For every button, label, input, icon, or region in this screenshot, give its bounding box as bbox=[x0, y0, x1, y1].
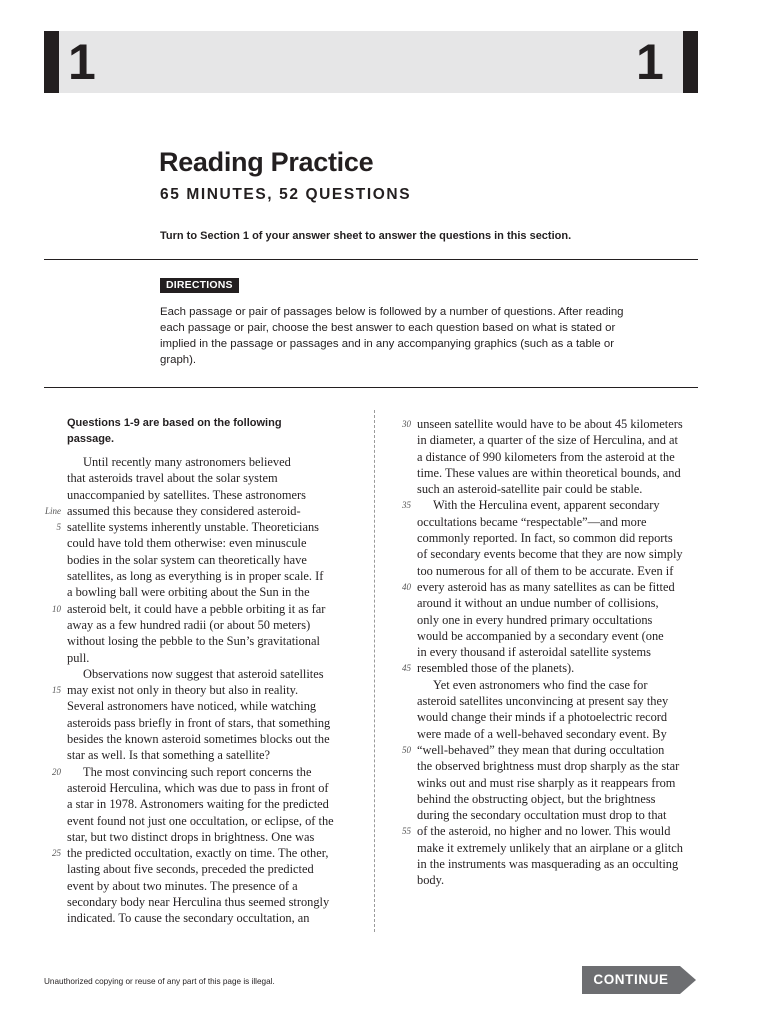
passage-line bbox=[52, 845, 357, 861]
passage-line-text: asteroids pass briefly in front of stars, that something bbox=[67, 715, 331, 730]
passage-line bbox=[417, 546, 707, 562]
passage-line-text: body. bbox=[417, 873, 445, 888]
passage-line bbox=[417, 840, 707, 856]
passage-line bbox=[417, 465, 707, 481]
passage-line bbox=[67, 617, 357, 633]
passage-line bbox=[67, 568, 357, 584]
passage-line-text: a star in 1978. Astronomers waiting for the predicted bbox=[67, 797, 329, 812]
passage-line-text: the observed brightness must drop sharply as the star bbox=[417, 759, 680, 774]
passage-line-text: behind the obstructing object, but the brightness bbox=[417, 791, 656, 806]
passage-line bbox=[67, 861, 357, 877]
passage-line-text: that asteroids travel about the solar system bbox=[67, 471, 278, 486]
section-number-right: 1 bbox=[636, 34, 664, 90]
directions-line: graph). bbox=[160, 354, 197, 366]
passage-line-text: the predicted occultation, exactly on time. The other, bbox=[67, 846, 329, 861]
passage-line bbox=[52, 682, 357, 698]
passage-line-text: event found not just one occultation, or eclipse, of the bbox=[67, 813, 334, 828]
passage-line bbox=[67, 796, 357, 812]
passage-line-text: asteroid belt, it could have a pebble orbiting it as far bbox=[67, 601, 326, 616]
passage-column-left bbox=[44, 454, 357, 927]
passage-line-text: would be accompanied by a secondary event (one bbox=[417, 628, 664, 643]
passage-line bbox=[67, 666, 357, 682]
passage-line-text: in diameter, a quarter of the size of Herculina, and at bbox=[417, 433, 678, 448]
passage-line-text: were made of a well-behaved secondary event. By bbox=[417, 726, 667, 741]
passage-line bbox=[417, 612, 707, 628]
passage-line-text: occultations became “respectable”—and more bbox=[417, 514, 647, 529]
directions-line: Each passage or pair of passages below is followed by a number of questions. After reading bbox=[160, 306, 624, 318]
passage-line bbox=[417, 872, 707, 888]
passage-heading-line: Questions 1-9 are based on the following bbox=[67, 417, 282, 429]
passage-line bbox=[67, 780, 357, 796]
passage-line-text: every asteroid has as many satellites as can be fitted bbox=[417, 579, 675, 594]
copyright-notice: Unauthorized copying or reuse of any part of this page is illegal. bbox=[44, 977, 275, 986]
directions-line: each passage or pair, choose the best answer to each question based on what is stated or bbox=[160, 322, 616, 334]
passage-line bbox=[67, 552, 357, 568]
directions-line: implied in the passage or passages and in any accompanying graphics (such as a table or bbox=[160, 338, 614, 350]
passage-line-text: satellite systems inherently unstable. Theoreticians bbox=[67, 520, 319, 535]
section-instruction: Turn to Section 1 of your answer sheet to answer the questions in this section. bbox=[160, 230, 572, 242]
passage-line bbox=[417, 563, 707, 579]
line-number: 40 bbox=[402, 581, 411, 592]
passage-line bbox=[417, 726, 707, 742]
passage-line bbox=[67, 633, 357, 649]
passage-line bbox=[417, 693, 707, 709]
section-header-band bbox=[44, 31, 698, 93]
passage-line bbox=[67, 813, 357, 829]
line-number: 45 bbox=[402, 663, 411, 674]
passage-heading-line: passage. bbox=[67, 433, 115, 446]
line-number: 25 bbox=[52, 848, 61, 859]
passage-line bbox=[417, 758, 707, 774]
passage-line bbox=[67, 878, 357, 894]
continue-label: CONTINUE bbox=[593, 972, 669, 987]
passage-line bbox=[44, 503, 357, 519]
passage-line bbox=[67, 829, 357, 845]
passage-line bbox=[402, 742, 707, 758]
directions-text bbox=[160, 304, 650, 368]
passage-line-text: lasting about five seconds, preceded the predicted bbox=[67, 862, 314, 877]
passage-line bbox=[67, 698, 357, 714]
passage-line-text: Several astronomers have noticed, while watching bbox=[67, 699, 317, 714]
passage-line bbox=[402, 497, 707, 513]
passage-line-text: assumed this because they considered asteroid- bbox=[67, 503, 301, 518]
passage-line bbox=[67, 910, 357, 926]
passage-line bbox=[67, 894, 357, 910]
passage-line bbox=[52, 601, 357, 617]
passage-line bbox=[417, 791, 707, 807]
passage-line-text: Until recently many astronomers believed bbox=[83, 455, 291, 469]
passage-line bbox=[67, 470, 357, 486]
section-header-bar-right bbox=[683, 31, 698, 93]
passage-line-text: asteroid Herculina, which was due to pass in front of bbox=[67, 780, 329, 795]
page-subtitle: 65 MINUTES, 52 QUESTIONS bbox=[160, 186, 412, 203]
passage-line-text: pull. bbox=[67, 650, 90, 665]
passage-line-text: in every thousand if asteroidal satellite systems bbox=[417, 645, 651, 660]
passage-line-text: bodies in the solar system can theoretically have bbox=[67, 552, 307, 567]
line-number: 35 bbox=[402, 500, 411, 511]
passage-line-text: resembled those of the planets). bbox=[417, 661, 575, 676]
passage-line-text: only one in every hundred primary occultations bbox=[417, 612, 653, 627]
passage-line-text: would change their minds if a photoelectric record bbox=[417, 710, 668, 725]
passage-line-text: in the instruments was masquerading as an occulting bbox=[417, 857, 679, 872]
divider-top bbox=[44, 259, 698, 260]
passage-line bbox=[417, 514, 707, 530]
passage-line-text: “well-behaved” they mean that during occultation bbox=[417, 742, 665, 757]
passage-line bbox=[67, 747, 357, 763]
passage-line-text: The most convincing such report concerns the bbox=[83, 764, 312, 779]
section-header-bar-left bbox=[44, 31, 59, 93]
passage-line-text: of the asteroid, no higher and no lower. This would bbox=[417, 824, 671, 839]
passage-line-text: winks out and must rise sharply as it reappears from bbox=[417, 775, 676, 790]
passage-line bbox=[67, 487, 357, 503]
passage-line-text: away as a few hundred radii (or about 50 meters) bbox=[67, 617, 311, 632]
passage-line bbox=[402, 579, 707, 595]
passage-line-text: star as well. Is that something a satellite? bbox=[67, 748, 271, 763]
line-number: 20 bbox=[52, 766, 61, 777]
passage-line bbox=[417, 644, 707, 660]
passage-line-text: asteroid satellites unconvincing at present say they bbox=[417, 694, 669, 709]
line-number: 5 bbox=[56, 522, 61, 533]
passage-line-text: without losing the pebble to the Sun’s gravitational bbox=[67, 634, 320, 649]
passage-line bbox=[402, 416, 707, 432]
line-number: 30 bbox=[402, 419, 411, 429]
passage-line bbox=[417, 432, 707, 448]
passage-line-text: With the Herculina event, apparent secondary bbox=[433, 498, 660, 513]
passage-line bbox=[417, 775, 707, 791]
column-divider bbox=[374, 410, 375, 932]
passage-line-text: during the secondary occultation must drop to that bbox=[417, 808, 667, 823]
passage-line-text: such an asteroid-satellite pair could be stable. bbox=[417, 482, 643, 497]
line-number: 10 bbox=[52, 603, 61, 614]
passage-line bbox=[417, 530, 707, 546]
passage-line bbox=[52, 764, 357, 780]
passage-line-text: may exist not only in theory but also in reality. bbox=[67, 683, 299, 698]
directions-label: DIRECTIONS bbox=[160, 278, 239, 293]
passage-line-text: could have told them otherwise: even minuscule bbox=[67, 536, 307, 551]
passage-line bbox=[67, 584, 357, 600]
passage-line bbox=[417, 677, 707, 693]
line-number: Line bbox=[44, 505, 61, 516]
passage-line bbox=[56, 519, 357, 535]
passage-line-text: make it extremely unlikely that an airplane or a glitch bbox=[417, 840, 683, 855]
line-number: 55 bbox=[402, 826, 411, 837]
passage-line-text: a bowling ball were orbiting about the Sun in the bbox=[67, 585, 310, 600]
passage-line bbox=[67, 535, 357, 551]
passage-line bbox=[417, 628, 707, 644]
passage-line-text: event by about two minutes. The presence of a bbox=[67, 878, 298, 893]
passage-line-text: satellites, as long as everything is in proper scale. If bbox=[67, 569, 324, 584]
passage-line bbox=[67, 715, 357, 731]
passage-line-text: indicated. To cause the secondary occultation, an bbox=[67, 911, 310, 926]
line-number: 15 bbox=[52, 685, 61, 696]
section-number-left: 1 bbox=[68, 34, 96, 90]
passage-line-text: of secondary events become that they are now simply bbox=[417, 547, 683, 562]
passage-line-text: around it without an undue number of collisions, bbox=[417, 596, 659, 611]
page-title: Reading Practice bbox=[159, 147, 374, 177]
continue-button[interactable] bbox=[582, 966, 696, 994]
passage-line bbox=[417, 807, 707, 823]
passage-line-text: Yet even astronomers who find the case for bbox=[433, 677, 648, 692]
passage-line-text: Observations now suggest that asteroid satellites bbox=[83, 666, 324, 681]
divider-bottom bbox=[44, 387, 698, 388]
passage-line bbox=[417, 856, 707, 872]
passage-line-text: time. These values are within theoretical bounds, and bbox=[417, 465, 681, 480]
passage-line-text: secondary body near Herculina thus seemed strongly bbox=[67, 895, 330, 910]
passage-line-text: too numerous for all of them to be accurate. Even if bbox=[417, 563, 674, 578]
passage-line-text: unseen satellite would have to be about 45 kilometers bbox=[417, 417, 683, 431]
passage-line bbox=[402, 823, 707, 839]
passage-line bbox=[67, 650, 357, 666]
passage-line bbox=[417, 709, 707, 725]
passage-line-text: commonly reported. In fact, so common did reports bbox=[417, 531, 673, 546]
passage-line bbox=[67, 731, 357, 747]
passage-line bbox=[67, 454, 357, 470]
passage-line-text: besides the known asteroid sometimes blocks out the bbox=[67, 732, 330, 747]
passage-heading bbox=[67, 415, 347, 448]
passage-column-right bbox=[402, 416, 707, 889]
passage-line bbox=[417, 449, 707, 465]
line-number: 50 bbox=[402, 744, 411, 755]
passage-line bbox=[417, 595, 707, 611]
passage-line-text: a distance of 990 kilometers from the asteroid at the bbox=[417, 449, 675, 464]
passage-line-text: star, but two distinct drops in brightness. One was bbox=[67, 829, 315, 844]
passage-line bbox=[417, 481, 707, 497]
passage-line-text: unaccompanied by satellites. These astronomers bbox=[67, 487, 306, 502]
passage-line bbox=[402, 660, 707, 676]
